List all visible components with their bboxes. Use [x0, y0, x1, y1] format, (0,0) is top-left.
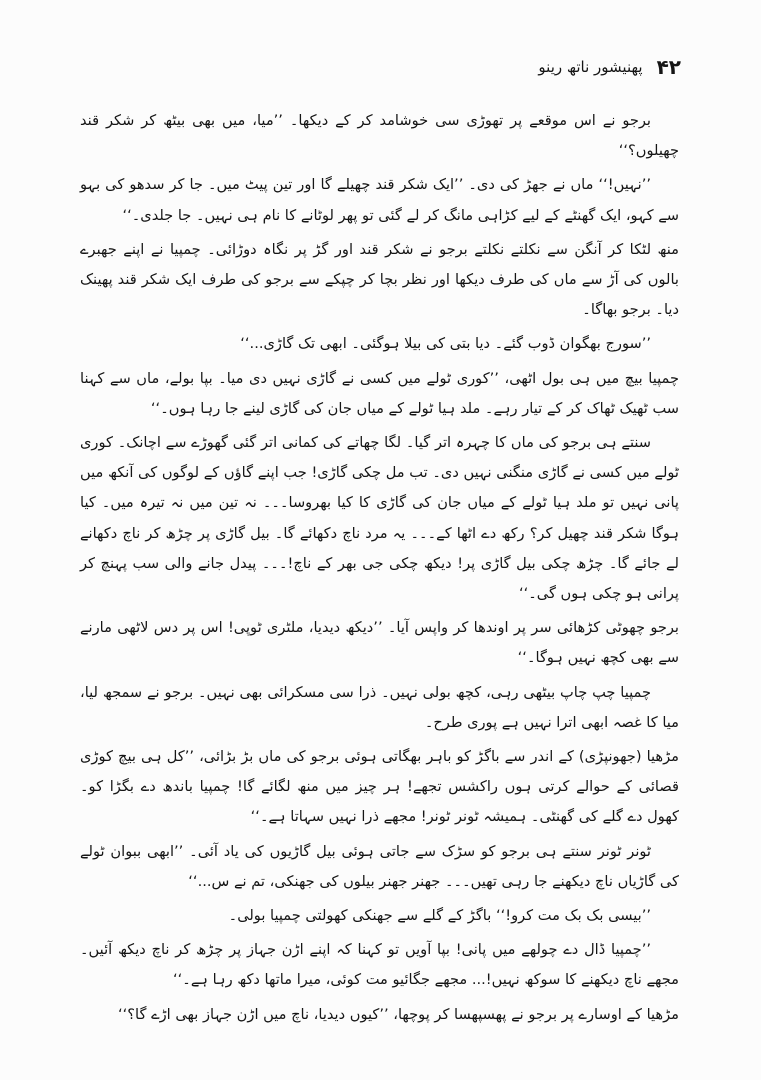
paragraph: برجو چھوٹی کڑھائی سر پر اوندھا کر واپس آیا۔ ’’دیکھ دیدیا، ملٹری ٹوپی! اس پر دس لاٹھی مارنے سے بھی کچھ نہیں ہوگا۔‘‘ [80, 619, 679, 667]
paragraph: چمپیا چپ چاپ بیٹھی رہی، کچھ بولی نہیں۔ ذرا سی مسکرائی بھی نہیں۔ برجو نے سمجھ لیا، میا کا غصہ ابھی اترا نہیں ہے پوری طرح۔ [80, 683, 679, 731]
paragraph: مڑھیا کے اوسارے پر برجو نے پھسپھسا کر پوچھا، ’’کیوں دیدیا، ناچ میں اڑن جہاز بھی اڑے گا؟‘‘ [118, 1005, 679, 1023]
paragraph: ’’سورج بھگوان ڈوب گئے۔ دیا بتی کی بیلا ہوگئی۔ ابھی تک گاڑی...‘‘ [240, 335, 651, 353]
paragraph: چمپیا بیچ میں ہی بول اٹھی، ’’کوری ٹولے میں کسی نے گاڑی نہیں دی میا۔ بپا بولے، ماں سے کہنا سب ٹھیک ٹھاک کر کے تیار رہے۔ ملد ہیا ٹولے کے میاں جان کی گاڑی لینے جا رہا ہوں۔‘‘ [80, 369, 679, 417]
paragraph: ٹونر ٹونر سنتے ہی برجو کو سڑک سے جاتی ہوئی بیل گاڑیوں کی یاد آئی۔ ’’ابھی ببوان ٹولے کی گاڑیاں ناچ دیکھنے جا رہی تھیں۔۔۔ جھنر جھنر بیلوں کی جھنکی، تم نے س...‘‘ [80, 842, 679, 890]
paragraph: ’’نہیں!‘‘ ماں نے جھڑ کی دی۔ ’’ایک شکر قند چھیلے گا اور تین پیٹ میں۔ جا کر سدھو کی بہو سے کہو، ایک گھنٹے کے لیے کڑاہی مانگ کر لے گئی تو پھر لوٹانے کا نام ہی نہیں۔ جا جلدی۔‘‘ [80, 176, 679, 224]
page-number: ۴۲ [656, 55, 681, 79]
paragraph: ’’بیسی بک بک مت کرو!‘‘ باگڑ کے گلے سے جھنکی کھولتی چمپیا بولی۔ [228, 907, 651, 925]
running-title: پھنیشور ناتھ رینو [538, 58, 643, 76]
page-body [80, 106, 679, 1034]
paragraph: برجو نے اس موقعے پر تھوڑی سی خوشامد کر کے دیکھا۔ ’’میا، میں بھی بیٹھ کر شکر قند چھیلوں؟‘‘ [80, 112, 679, 160]
paragraph: ’’چمپیا ڈال دے چولھے میں پانی! بپا آویں تو کہنا کہ اپنے اڑن جہاز پر چڑھ کر ناچ دیکھ آئیں۔ مجھے ناچ دیکھنے کا سوکھ نہیں!... مجھے جگائیو مت کوئی، میرا ماتھا دکھ رہا ہے۔‘‘ [80, 941, 679, 989]
page-header [90, 52, 681, 82]
paragraph: سنتے ہی برجو کی ماں کا چہرہ اتر گیا۔ لگا چھاتے کی کمانی اتر گئی گھوڑے سے اچانک۔ کوری ٹولے میں کسی نے گاڑی منگنی نہیں دی۔ تب مل چکی گاڑی! جب اپنے گاؤں کے لوگوں کی آنکھ میں پانی نہیں تو ملد ہیا ٹولے کے میاں جان کی گاڑی کا کیا بھروسا۔۔۔ نہ تین میں نہ تیرہ میں۔ کیا ہوگا شکر قند چھیل کر؟ رکھ دے اٹھا کے۔۔۔ یہ مرد ناچ دکھائے گا۔ بیل گاڑی پر چڑھ کر ناچ دکھانے لے جائے گا۔ چڑھ چکی بیل گاڑی پر! دیکھ چکی جی بھر کے ناچ!۔۔۔ پیدل جانے والی سب پہنچ کر پرانی ہو چکی ہوں گی۔‘‘ [80, 434, 679, 603]
paragraph: منھ لٹکا کر آنگن سے نکلتے نکلتے برجو نے شکر قند اور گڑ پر نگاہ دوڑائی۔ چمپیا نے اپنے جھبرے بالوں کی آڑ سے ماں کی طرف دیکھا اور نظر بچا کر چپکے سے برجو کی طرف ایک شکر قند پھینک دیا۔ برجو بھاگا۔ [80, 240, 679, 319]
paragraph: مڑھیا (جھونپڑی) کے اندر سے باگڑ کو باہر بھگاتی ہوئی برجو کی ماں بڑ بڑائی، ’’کل ہی بیچ کوڑی قصائی کے حوالے کرتی ہوں راکشس تجھے! ہر چیز میں منھ لگائے گا! چمپیا باندھ دے بگڑا کو۔ کھول دے گلے کی گھنٹی۔ ہمیشہ ٹونر ٹونر! مجھے ذرا نہیں سہاتا ہے۔‘‘ [80, 748, 679, 826]
